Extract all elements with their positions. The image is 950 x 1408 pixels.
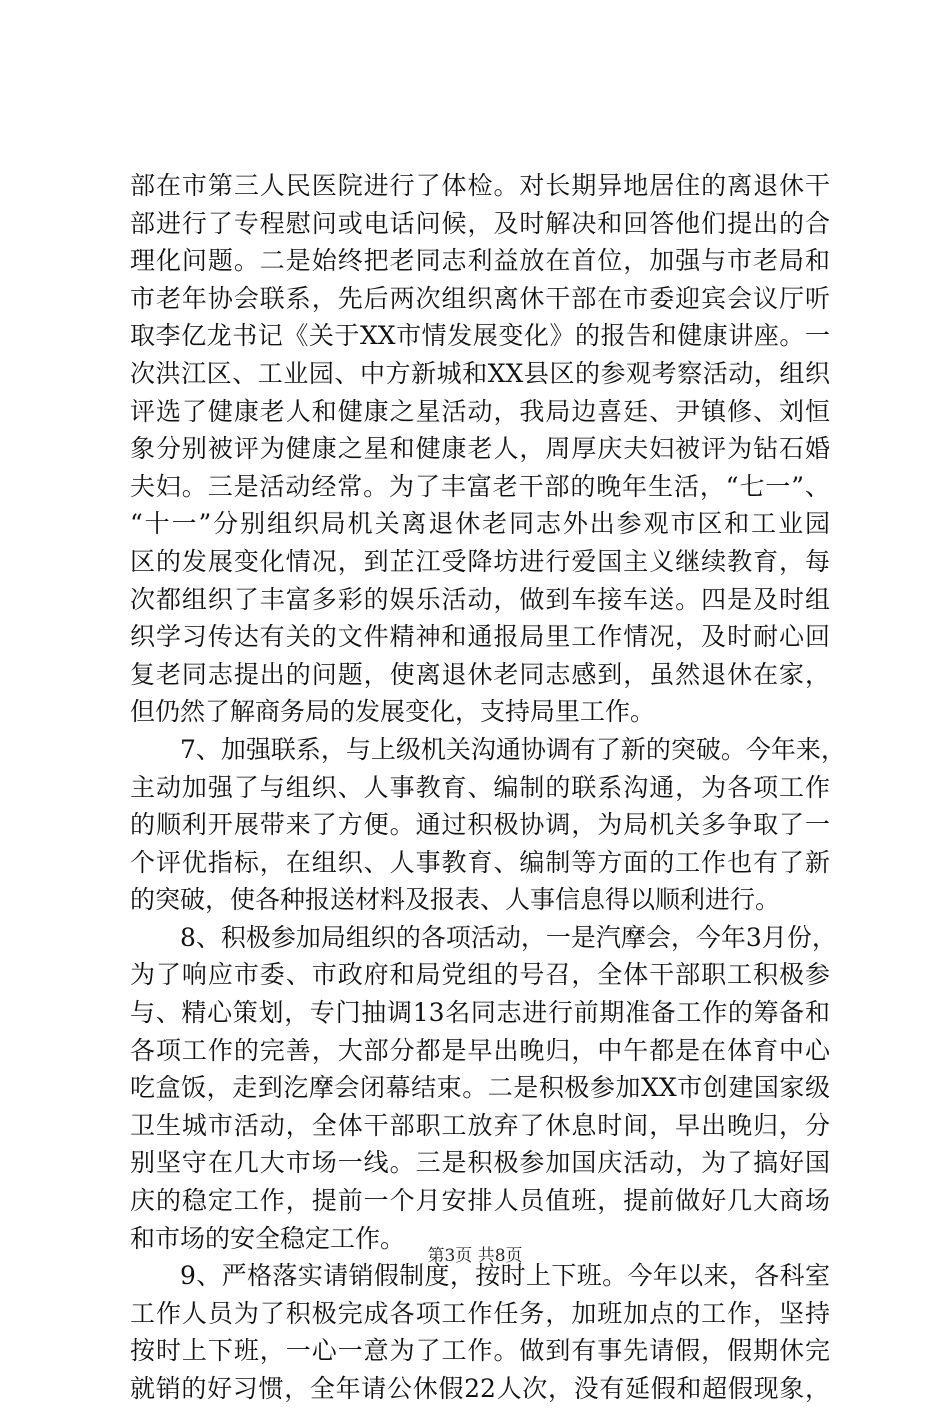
text-line: 织学习传达有关的文件精神和通报局里工作情况，及时耐心回 bbox=[130, 622, 830, 652]
text-line: 按时上下班，一心一意为了工作。做到有事先请假，假期休完 bbox=[130, 1336, 830, 1366]
text-line: 的突破，使各种报送材料及报表、人事信息得以顺利进行。 bbox=[130, 885, 781, 915]
page-number-footer: 第3页 共8页 bbox=[427, 1246, 523, 1266]
text-line: 的顺利开展带来了方便。通过积极协调，为局机关多争取了一 bbox=[130, 810, 830, 840]
text-line: 吃盒饭，走到汔摩会闭幕结束。二是积极参加XX市创建国家级 bbox=[130, 1073, 830, 1103]
text-line: 8、积极参加局组织的各项活动，一是汽摩会，今年3月份， bbox=[180, 922, 837, 952]
text-line: 取李亿龙书记《关于XX市情发展变化》的报告和健康讲座。一 bbox=[130, 321, 830, 351]
text-line: 个评优指标，在组织、人事教育、编制等方面的工作也有了新 bbox=[130, 847, 830, 877]
text-line: 别坚守在几大市场一线。三是积极参加国庆活动，为了搞好国 bbox=[130, 1148, 830, 1178]
text-line: 部在市第三人民医院进行了体检。对长期异地居住的离退休干 bbox=[130, 171, 830, 200]
text-line: 就销的好习惯，全年请公休假22人次，没有延假和超假现象， bbox=[130, 1374, 830, 1403]
text-line: 9、严格落实请销假制度，按时上下班。今年以来，各科室 bbox=[180, 1261, 830, 1291]
text-line: 但仍然了解商务局的发展变化，支持局里工作。 bbox=[130, 697, 656, 727]
text-line: 7、加强联系，与上级机关沟通协调有了新的突破。今年来， bbox=[180, 734, 846, 764]
text-line: 主动加强了与组织、人事教育、编制的联系沟通，为各项工作 bbox=[130, 772, 830, 802]
text-line: 和市场的安全稳定工作。 bbox=[130, 1223, 406, 1253]
text-line: “十一”分别组织局机关离退休老同志外出参观市区和工业园 bbox=[130, 509, 830, 539]
text-line: 工作人员为了积极完成各项工作任务，加班加点的工作，坚持 bbox=[130, 1298, 830, 1328]
text-line: 评选了健康老人和健康之星活动，我局边喜廷、尹镇修、刘恒 bbox=[130, 396, 830, 426]
text-line: 象分别被评为健康之星和健康老人，周厚庆夫妇被评为钻石婚 bbox=[130, 434, 830, 464]
text-line: 夫妇。三是活动经常。为了丰富老干部的晚年生活，“七一”、 bbox=[130, 471, 830, 501]
text-line: 与、精心策划，专门抽调13名同志进行前期准备工作的筹备和 bbox=[130, 998, 830, 1028]
text-line: 次洪江区、工业园、中方新城和XX县区的参观考察活动，组织 bbox=[130, 358, 830, 388]
document-body bbox=[130, 167, 846, 1408]
text-line: 理化问题。二是始终把老同志利益放在首位，加强与市老局和 bbox=[130, 246, 830, 276]
text-line: 区的发展变化情况，到芷江受降坊进行爱国主义继续教育，每 bbox=[130, 546, 830, 576]
text-line: 部进行了专程慰问或电话问候，及时解决和回答他们提出的合 bbox=[130, 208, 830, 238]
text-line: 庆的稳定工作，提前一个月安排人员值班，提前做好几大商场 bbox=[130, 1186, 830, 1216]
text-line: 次都组织了丰富多彩的娱乐活动，做到车接车送。四是及时组 bbox=[130, 584, 830, 614]
text-line: 卫生城市活动，全体干部职工放弃了休息时间，早出晚归，分 bbox=[130, 1110, 830, 1140]
text-line: 为了响应市委、市政府和局党组的号召，全体干部职工积极参 bbox=[130, 960, 830, 990]
text-line: 复老同志提出的问题，使离退休老同志感到，虽然退休在家， bbox=[130, 659, 830, 689]
text-line: 市老年协会联系，先后两次组织离休干部在市委迎宾会议厅听 bbox=[130, 283, 830, 313]
text-line: 各项工作的完善，大部分都是早出晚归，中午都是在体育中心 bbox=[130, 1035, 830, 1065]
